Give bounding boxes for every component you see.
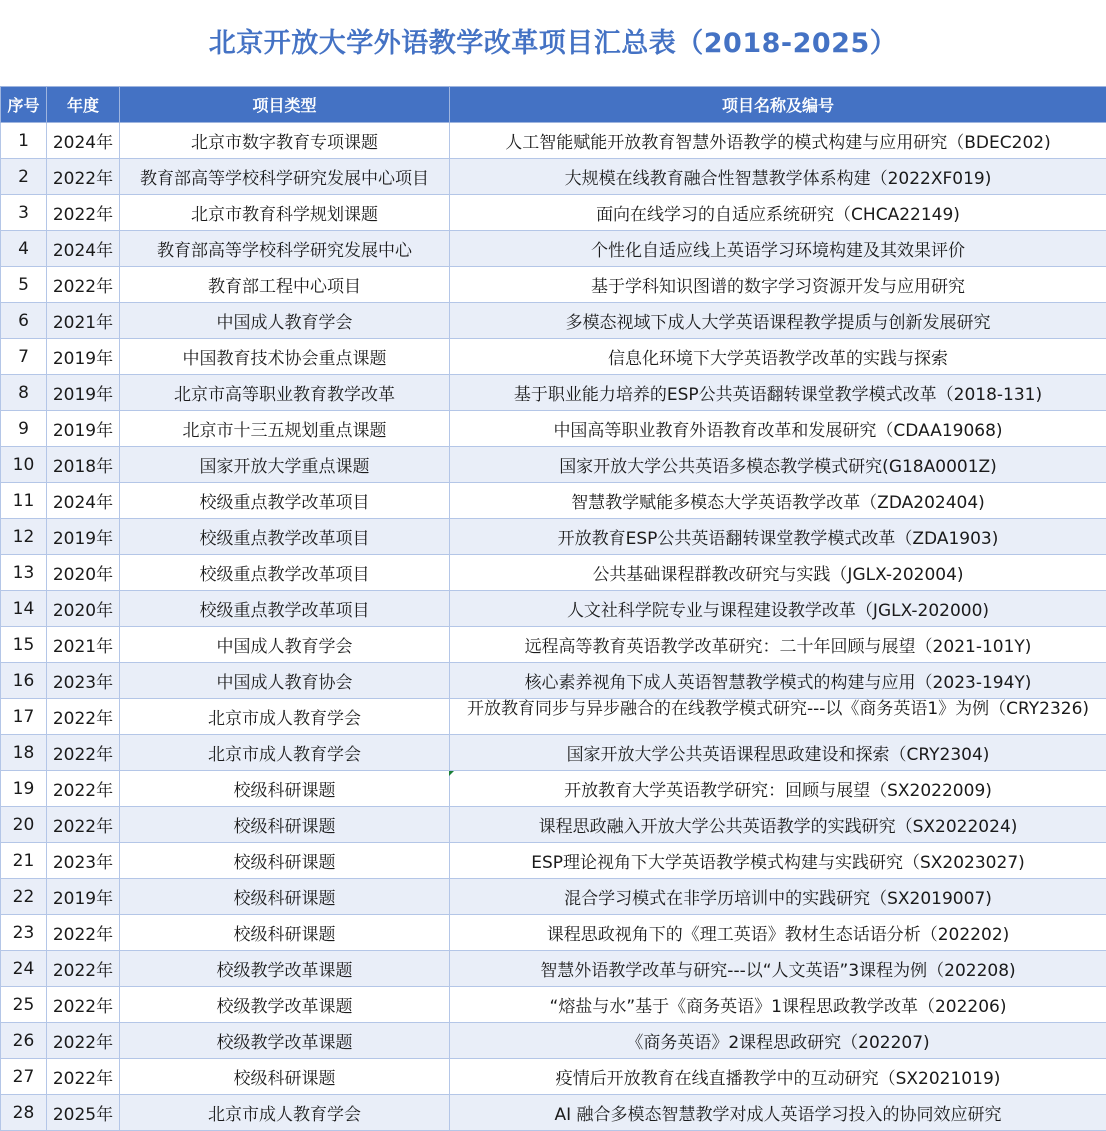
row-project-type: 校级教学改革课题 [120,1023,450,1059]
row-project-name: 疫情后开放教育在线直播教学中的互动研究（SX2021019) [450,1059,1106,1095]
table-row [1,195,1106,231]
table-row [1,483,1106,519]
row-project-name: 核心素养视角下成人英语智慧教学模式的构建与应用（2023-194Y) [450,663,1106,699]
row-year: 2022年 [47,159,120,195]
row-year: 2022年 [47,915,120,951]
row-project-type: 校级科研课题 [120,915,450,951]
cell-comment-marker [449,771,454,776]
row-project-name: 人文社科学院专业与课程建设教学改革（JGLX-202000) [450,591,1106,627]
row-project-type: 北京市数字教育专项课题 [120,123,450,159]
row-year: 2023年 [47,843,120,879]
row-year: 2022年 [47,987,120,1023]
row-index: 23 [1,915,47,951]
row-index: 11 [1,483,47,519]
table-row [1,735,1106,771]
row-index: 16 [1,663,47,699]
row-project-type: 校级重点教学改革项目 [120,555,450,591]
table-row [1,555,1106,591]
row-project-type: 北京市成人教育学会 [120,699,450,735]
table-row [1,879,1106,915]
row-year: 2022年 [47,735,120,771]
row-project-name: 课程思政视角下的《理工英语》教材生态话语分析（202202) [450,915,1106,951]
table-row [1,843,1106,879]
row-index: 12 [1,519,47,555]
row-index: 14 [1,591,47,627]
row-project-name: 基于学科知识图谱的数字学习资源开发与应用研究 [450,267,1106,303]
row-year: 2023年 [47,663,120,699]
row-index: 2 [1,159,47,195]
row-index: 27 [1,1059,47,1095]
row-project-type: 校级科研课题 [120,771,450,807]
row-index: 15 [1,627,47,663]
row-project-type: 校级重点教学改革项目 [120,519,450,555]
row-year: 2022年 [47,951,120,987]
row-year: 2020年 [47,555,120,591]
row-project-type: 校级科研课题 [120,1059,450,1095]
row-project-type: 校级重点教学改革项目 [120,483,450,519]
row-year: 2021年 [47,303,120,339]
table-row [1,447,1106,483]
project-table [0,86,1106,1131]
row-project-name: 面向在线学习的自适应系统研究（CHCA22149) [450,195,1106,231]
header-year: 年度 [47,87,120,123]
table-row [1,231,1106,267]
row-year: 2022年 [47,195,120,231]
table-row [1,411,1106,447]
row-index: 24 [1,951,47,987]
row-index: 9 [1,411,47,447]
table-row [1,303,1106,339]
row-index: 5 [1,267,47,303]
table-row [1,699,1106,735]
row-year: 2022年 [47,699,120,735]
row-project-name [450,699,1106,735]
row-index: 3 [1,195,47,231]
row-year: 2019年 [47,375,120,411]
row-project-type: 北京市成人教育学会 [120,1095,450,1131]
table-row [1,1059,1106,1095]
row-index: 20 [1,807,47,843]
row-project-name-text: 开放教育同步与异步融合的在线教学模式研究---以《商务英语1》为例（CRY2326) [454,699,1102,734]
table-row [1,1095,1106,1131]
row-index: 10 [1,447,47,483]
row-index: 22 [1,879,47,915]
row-project-name: 智慧教学赋能多模态大学英语教学改革（ZDA202404) [450,483,1106,519]
row-project-type: 北京市十三五规划重点课题 [120,411,450,447]
table-row [1,663,1106,699]
header-name: 项目名称及编号 [450,87,1106,123]
row-project-type: 中国教育技术协会重点课题 [120,339,450,375]
row-index: 28 [1,1095,47,1131]
table-row [1,591,1106,627]
row-project-name: 中国高等职业教育外语教育改革和发展研究（CDAA19068) [450,411,1106,447]
row-index: 25 [1,987,47,1023]
row-index: 4 [1,231,47,267]
table-row [1,375,1106,411]
row-project-type: 中国成人教育协会 [120,663,450,699]
row-project-name: 开放教育大学英语教学研究：回顾与展望（SX2022009) [450,771,1106,807]
row-project-type: 校级科研课题 [120,807,450,843]
row-index: 13 [1,555,47,591]
row-project-name: 混合学习模式在非学历培训中的实践研究（SX2019007) [450,879,1106,915]
row-index: 26 [1,1023,47,1059]
row-year: 2022年 [47,1059,120,1095]
row-project-name: 个性化自适应线上英语学习环境构建及其效果评价 [450,231,1106,267]
row-year: 2022年 [47,771,120,807]
table-row [1,951,1106,987]
row-project-name: 信息化环境下大学英语教学改革的实践与探索 [450,339,1106,375]
row-project-name: 公共基础课程群教改研究与实践（JGLX-202004) [450,555,1106,591]
row-project-name: 基于职业能力培养的ESP公共英语翻转课堂教学模式改革（2018-131) [450,375,1106,411]
table-row [1,987,1106,1023]
table-row [1,339,1106,375]
header-index: 序号 [1,87,47,123]
header-row [1,87,1106,123]
table-row [1,807,1106,843]
row-index: 1 [1,123,47,159]
table-row [1,123,1106,159]
row-project-name: 大规模在线教育融合性智慧教学体系构建（2022XF019) [450,159,1106,195]
row-project-name: 远程高等教育英语教学改革研究：二十年回顾与展望（2021-101Y) [450,627,1106,663]
table-row [1,915,1106,951]
row-year: 2022年 [47,807,120,843]
row-project-name: 多模态视域下成人大学英语课程教学提质与创新发展研究 [450,303,1106,339]
row-index: 7 [1,339,47,375]
row-project-type: 中国成人教育学会 [120,627,450,663]
row-project-type: 北京市教育科学规划课题 [120,195,450,231]
row-year: 2025年 [47,1095,120,1131]
row-year: 2021年 [47,627,120,663]
row-year: 2024年 [47,483,120,519]
row-index: 19 [1,771,47,807]
row-project-type: 校级教学改革课题 [120,987,450,1023]
row-project-type: 中国成人教育学会 [120,303,450,339]
row-project-type: 北京市高等职业教育教学改革 [120,375,450,411]
table-row [1,267,1106,303]
page-title: 北京开放大学外语教学改革项目汇总表（2018-2025） [0,0,1106,86]
row-project-name: “熔盐与水”基于《商务英语》1课程思政教学改革（202206) [450,987,1106,1023]
table-row [1,627,1106,663]
row-year: 2019年 [47,339,120,375]
row-year: 2018年 [47,447,120,483]
row-project-type: 北京市成人教育学会 [120,735,450,771]
row-index: 21 [1,843,47,879]
row-year: 2019年 [47,411,120,447]
table-row [1,771,1106,807]
row-project-name: 国家开放大学公共英语多模态教学模式研究(G18A0001Z) [450,447,1106,483]
row-index: 8 [1,375,47,411]
table-row [1,1023,1106,1059]
row-project-name: 开放教育ESP公共英语翻转课堂教学模式改革（ZDA1903) [450,519,1106,555]
row-project-name: ESP理论视角下大学英语教学模式构建与实践研究（SX2023027) [450,843,1106,879]
row-year: 2020年 [47,591,120,627]
row-year: 2022年 [47,267,120,303]
row-project-type: 教育部高等学校科学研究发展中心项目 [120,159,450,195]
row-index: 17 [1,699,47,735]
row-index: 18 [1,735,47,771]
row-project-type: 教育部高等学校科学研究发展中心 [120,231,450,267]
row-project-name: 《商务英语》2课程思政研究（202207) [450,1023,1106,1059]
row-year: 2019年 [47,879,120,915]
table-row [1,519,1106,555]
row-index: 6 [1,303,47,339]
row-project-name: AI 融合多模态智慧教学对成人英语学习投入的协同效应研究 [450,1095,1106,1131]
row-project-type: 校级科研课题 [120,843,450,879]
row-project-name: 人工智能赋能开放教育智慧外语教学的模式构建与应用研究（BDEC202) [450,123,1106,159]
row-project-type: 国家开放大学重点课题 [120,447,450,483]
row-project-name: 课程思政融入开放大学公共英语教学的实践研究（SX2022024) [450,807,1106,843]
row-year: 2024年 [47,231,120,267]
row-project-name: 国家开放大学公共英语课程思政建设和探索（CRY2304) [450,735,1106,771]
row-project-type: 校级科研课题 [120,879,450,915]
row-year: 2024年 [47,123,120,159]
row-year: 2019年 [47,519,120,555]
header-type: 项目类型 [120,87,450,123]
row-project-type: 校级重点教学改革项目 [120,591,450,627]
table-row [1,159,1106,195]
row-project-type: 校级教学改革课题 [120,951,450,987]
row-year: 2022年 [47,1023,120,1059]
row-project-type: 教育部工程中心项目 [120,267,450,303]
row-project-name: 智慧外语教学改革与研究---以“人文英语”3课程为例（202208) [450,951,1106,987]
